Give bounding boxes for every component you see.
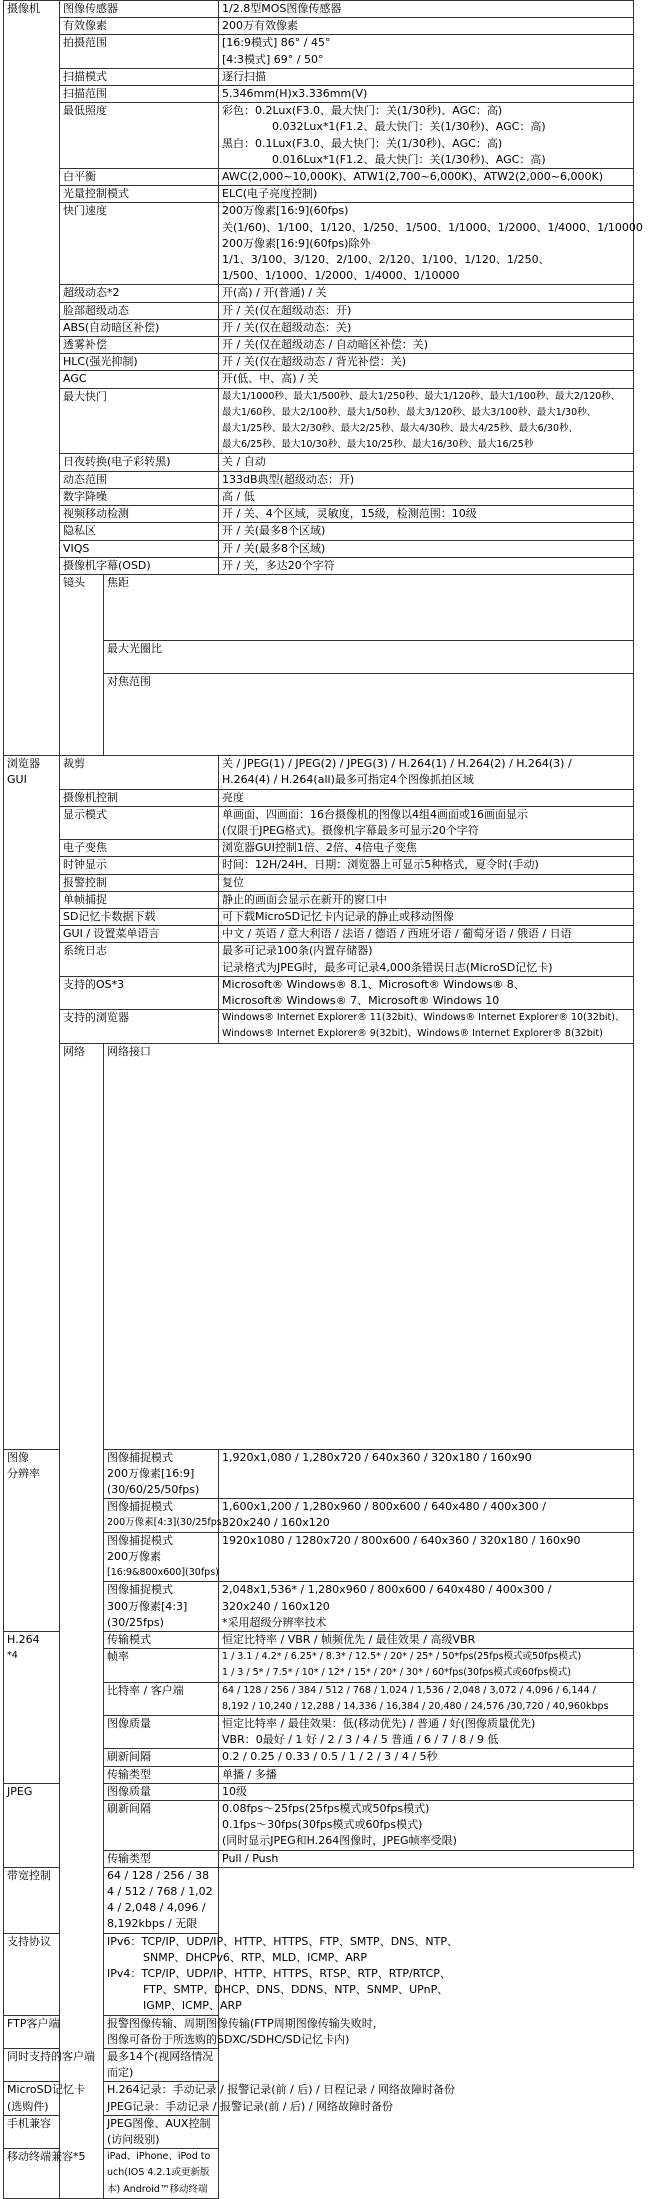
value-fog: 开 / 关(仅在超级动态 / 自动暗区补偿：关) bbox=[219, 337, 634, 354]
text-line: 2,048x1,536* / 1,280x960 / 800x600 / 640x480 / 400x300 / bbox=[222, 1583, 552, 1597]
value-h264-bitrate bbox=[219, 1682, 634, 1715]
text-line: Microsoft® Windows® 8.1、Microsoft® Windows® 8、 bbox=[222, 977, 525, 991]
row-protocols bbox=[4, 1933, 634, 2015]
value-sensor: 1/2.8型MOS图像传感器 bbox=[219, 1, 634, 18]
value-alarm: 复位 bbox=[219, 874, 634, 891]
label-dynamic-range: 动态范围 bbox=[60, 471, 219, 488]
label-sensor: 图像传感器 bbox=[60, 1, 219, 18]
row-dnr bbox=[4, 488, 634, 505]
text-line: 关(1/60)、1/100、1/120、1/250、1/500、1/1000、1/2000、1/4000、1/10000 bbox=[222, 220, 643, 234]
value-terminal: iPad、iPhone、iPod touch(IOS 4.2.1或更新版本) Android™移动终端 bbox=[104, 2149, 219, 2199]
value-h264-refresh: 0.2 / 0.25 / 0.33 / 0.5 / 1 / 2 / 3 / 4 / 5秒 bbox=[219, 1749, 634, 1766]
row-sd-download bbox=[4, 908, 634, 925]
label-viqs: VIQS bbox=[60, 540, 219, 557]
text-line: [4:3模式] 69° / 50° bbox=[222, 52, 324, 66]
row-white-balance bbox=[4, 169, 634, 186]
label-abs: ABS(自动暗区补偿) bbox=[60, 319, 219, 336]
label-res1 bbox=[104, 1449, 219, 1499]
value-effective-pixels: 200万有效像素 bbox=[219, 18, 634, 35]
row-dynamic-range bbox=[4, 471, 634, 488]
row-crop bbox=[4, 756, 634, 789]
label-focal: 焦距 bbox=[104, 574, 634, 640]
row-snapshot bbox=[4, 891, 634, 908]
label-h264-transport: 传输类型 bbox=[104, 1766, 219, 1783]
value-res1: 1,920x1,080 / 1,280x720 / 640x360 / 320x180 / 160x90 bbox=[219, 1449, 634, 1499]
value-browsers bbox=[219, 1010, 634, 1043]
row-shutter bbox=[4, 203, 634, 285]
row-ftp bbox=[4, 2015, 634, 2048]
text-line: H.264 bbox=[7, 1632, 40, 1646]
text-line: 最多可记录100条(内置存储器) bbox=[222, 944, 373, 958]
value-viqs: 开 / 关(最多8个区域) bbox=[219, 540, 634, 557]
text-line: 最大1/1000秒、最大1/500秒、最大1/250秒、最大1/120秒、最大1/100秒、最大2/120秒、 bbox=[222, 390, 621, 402]
text-line: 图像捕捉模式 bbox=[107, 1450, 173, 1464]
text-line: 64 / 128 / 256 / 384 / 512 / 768 / 1,024 / 1,536 / 2,048 / 3,072 / 4,096 / 6,144 / bbox=[222, 1684, 596, 1696]
label-h264-refresh: 刷新间隔 bbox=[104, 1749, 219, 1766]
label-scan-mode: 扫描模式 bbox=[60, 68, 219, 85]
row-day-night bbox=[4, 454, 634, 471]
row-vmd bbox=[4, 506, 634, 523]
text-line: JPEG记录：手动记录 / 报警记录(前 / 后) / 网络故障时备份 bbox=[107, 2099, 394, 2113]
label-effective-pixels: 有效像素 bbox=[60, 18, 219, 35]
text-line: 320x240 / 160x120 bbox=[222, 1516, 330, 1530]
row-interface bbox=[4, 1043, 634, 1449]
group-jpeg: JPEG bbox=[4, 1783, 60, 1867]
value-scan-area: 5.346mm(H)x3.336mm(V) bbox=[219, 86, 634, 103]
row-effective-pixels bbox=[4, 18, 634, 35]
value-clock: 时间：12H/24H、日期：浏览器上可显示5种格式，夏令时(手动) bbox=[219, 857, 634, 874]
text-line: 黑白：0.1Lux(F3.0、最大快门：关(1/30秒)、AGC：高) bbox=[222, 136, 503, 150]
value-jpeg-transport: Pull / Push bbox=[219, 1850, 634, 1867]
category-lens: 镜头 bbox=[60, 574, 104, 755]
row-terminal bbox=[4, 2149, 634, 2199]
value-white-balance: AWC(2,000~10,000K)、ATW1(2,700~6,000K)、ATW2(2,000~6,000K) bbox=[219, 169, 634, 186]
value-light-control: ELC(电子亮度控制) bbox=[219, 186, 634, 203]
label-fog: 透雾补偿 bbox=[60, 337, 219, 354]
label-browsers: 支持的浏览器 bbox=[60, 1010, 219, 1043]
label-crop: 裁剪 bbox=[60, 756, 219, 789]
row-alarm bbox=[4, 874, 634, 891]
value-hlc: 开 / 关(仅在超级动态 / 背光补偿：关) bbox=[219, 354, 634, 371]
text-line: 彩色：0.2Lux(F3.0、最大快门：关(1/30秒)、AGC：高) bbox=[222, 104, 503, 118]
row-browsers bbox=[4, 1010, 634, 1043]
value-osd: 开 / 关，多达20个字符 bbox=[219, 557, 634, 574]
spec-table bbox=[3, 0, 643, 2199]
text-line: IGMP、ICMP、ARP bbox=[143, 1999, 242, 2013]
text-line: 浏览器 bbox=[7, 757, 40, 771]
label-face-sd: 脸部超级动态 bbox=[60, 302, 219, 319]
text-line: (同时显示JPEG和H.264图像时，JPEG帧率受限) bbox=[222, 1834, 457, 1848]
text-line: 200万像素[16:9] bbox=[107, 1466, 195, 1480]
value-h264-transport: 单播 / 多播 bbox=[219, 1766, 634, 1783]
label-language: GUI / 设置菜单语言 bbox=[60, 926, 219, 943]
value-h264-fps bbox=[219, 1649, 634, 1682]
value-crop bbox=[219, 756, 634, 789]
label-syslog: 系统日志 bbox=[60, 943, 219, 976]
value-res2 bbox=[219, 1499, 634, 1532]
row-abs bbox=[4, 319, 634, 336]
label-privacy: 隐私区 bbox=[60, 523, 219, 540]
label-white-balance: 白平衡 bbox=[60, 169, 219, 186]
label-mobile: 手机兼容 bbox=[4, 2115, 104, 2148]
label-res3 bbox=[104, 1532, 219, 1582]
row-scan-mode bbox=[4, 68, 634, 85]
label-os: 支持的OS*3 bbox=[60, 976, 219, 1009]
text-line: (仅限于JPEG格式)。摄像机字幕最多可显示20个字符 bbox=[222, 823, 479, 837]
text-line: 0.032Lux*1(F1.2、最大快门：关(1/30秒)、AGC：高) bbox=[272, 120, 546, 134]
label-agc: AGC bbox=[60, 371, 219, 388]
row-viqs bbox=[4, 540, 634, 557]
row-language bbox=[4, 926, 634, 943]
label-h264-fps: 帧率 bbox=[104, 1649, 219, 1682]
text-line: 300万像素[4:3] bbox=[107, 1599, 188, 1613]
label-res2 bbox=[104, 1499, 226, 1532]
label-microsd: MicroSD记忆卡(选购件) bbox=[4, 2082, 104, 2115]
text-line: 1/1、3/100、3/120、2/100、2/120、1/100、1/120、1/250、 bbox=[222, 253, 550, 267]
group-resolution bbox=[4, 1449, 60, 1631]
label-jpeg-refresh: 刷新间隔 bbox=[104, 1800, 219, 1850]
value-agc: 开(低、中、高) / 关 bbox=[219, 371, 634, 388]
text-line: GUI bbox=[7, 773, 27, 787]
text-line: 1 / 3 / 5* / 7.5* / 10* / 12* / 15* / 20* / 30* / 60*fps(30fps模式或60fps模式) bbox=[222, 1667, 571, 1679]
value-jpeg-quality: 10级 bbox=[219, 1783, 634, 1800]
row-display-mode bbox=[4, 806, 634, 839]
text-line: 0.1fps～30fps(30fps模式或60fps模式) bbox=[222, 1818, 423, 1832]
text-line: (30/25fps) bbox=[107, 1615, 164, 1629]
text-line: IPv6：TCP/IP、UDP/IP、HTTP、HTTPS、FTP、SMTP、DNS、NTP、 bbox=[107, 1934, 458, 1948]
label-protocols: 支持协议 bbox=[4, 1933, 104, 2015]
value-shutter bbox=[219, 203, 643, 285]
value-h264-mode: 恒定比特率 / VBR / 帧频优先 / 最佳效果 / 高级VBR bbox=[219, 1631, 634, 1648]
value-jpeg-refresh bbox=[219, 1800, 634, 1850]
text-line: IPv4：TCP/IP、UDP/IP、HTTP、HTTPS、RTSP、RTP、RTP/RTCP、 bbox=[107, 1966, 451, 1980]
row-scan-area bbox=[4, 86, 634, 103]
row-privacy bbox=[4, 523, 634, 540]
value-scan-range-angle bbox=[219, 35, 634, 68]
label-clients: 同时支持的客户端 bbox=[4, 2048, 104, 2081]
value-privacy: 开 / 关(最多8个区域) bbox=[219, 523, 634, 540]
text-line: 最大6/25秒、最大10/30秒、最大10/25秒、最大16/30秒、最大16/25秒 bbox=[222, 439, 534, 451]
value-protocols bbox=[104, 1933, 458, 2015]
label-display-mode: 显示模式 bbox=[60, 806, 219, 839]
text-line: 最大1/25秒、最大2/30秒、最大2/25秒、最大4/30秒、最大4/25秒、最大6/30秒、 bbox=[222, 423, 579, 435]
category-camera: 摄像机 bbox=[4, 1, 60, 756]
value-vmd: 开 / 关、4个区域，灵敏度，15级，检测范围：10级 bbox=[219, 506, 634, 523]
text-line: 最大1/60秒、最大2/100秒、最大1/50秒、最大3/120秒、最大3/100秒、最大1/30秒、 bbox=[222, 406, 597, 418]
value-res4 bbox=[219, 1582, 634, 1632]
text-line: H.264(4) / H.264(all)最多可指定4个图像抓拍区域 bbox=[222, 773, 474, 787]
value-os bbox=[219, 976, 634, 1009]
text-line: [16:9&800x600](30fps) bbox=[107, 1567, 219, 1579]
text-line: 关 / JPEG(1) / JPEG(2) / JPEG(3) / H.264(1) / H.264(2) / H.264(3) / bbox=[222, 757, 572, 771]
row-face-sd bbox=[4, 302, 634, 319]
text-line: 报警图像传输、周期图像传输(FTP周期图像传输失败时， bbox=[107, 2016, 384, 2030]
text-line: Windows® Internet Explorer® 9(32bit)、Windows® Internet Explorer® 8(32bit) bbox=[222, 1028, 603, 1040]
label-h264-mode: 传输模式 bbox=[104, 1631, 219, 1648]
label-aperture: 最大光圈比 bbox=[104, 640, 634, 673]
text-line: 320x240 / 160x120 bbox=[222, 1599, 330, 1613]
text-line: 0.08fps～25fps(25fps模式或50fps模式) bbox=[222, 1801, 430, 1815]
label-dnr: 数字降噪 bbox=[60, 488, 219, 505]
row-scan-range-angle bbox=[4, 35, 634, 68]
row-clients bbox=[4, 2048, 634, 2081]
text-line: 单画面、四画面：16台摄像机的图像以4组4画面或16画面显示 bbox=[222, 807, 528, 821]
value-super-dynamic: 开(高) / 开(普通) / 关 bbox=[219, 285, 634, 302]
row-light-control bbox=[4, 186, 634, 203]
value-mobile: JPEG图像、AUX控制(访问级别) bbox=[104, 2115, 219, 2148]
row-super-dynamic bbox=[4, 285, 634, 302]
row-max-shutter bbox=[4, 388, 634, 454]
value-microsd bbox=[104, 2082, 455, 2115]
label-ezoom: 电子变焦 bbox=[60, 840, 219, 857]
category-network: 网络 bbox=[60, 1043, 104, 2198]
group-h264 bbox=[4, 1631, 60, 1783]
value-min-illumination bbox=[219, 103, 634, 169]
text-line: SNMP、DHCPv6、RTP、MLD、ICMP、ARP bbox=[143, 1950, 368, 1964]
text-line: 200万像素[16:9](60fps) bbox=[222, 204, 349, 218]
row-agc bbox=[4, 371, 634, 388]
value-h264-quality bbox=[219, 1715, 634, 1748]
label-h264-bitrate: 比特率 / 客户端 bbox=[104, 1682, 219, 1715]
value-clients: 最多14个(视网络情况而定) bbox=[104, 2048, 219, 2081]
text-line: Windows® Internet Explorer® 11(32bit)、Windows® Internet Explorer® 10(32bit)、 bbox=[222, 1012, 625, 1024]
text-line: 1 / 3.1 / 4.2* / 6.25* / 8.3* / 12.5* / 20* / 25* / 50*fps(25fps模式或50fps模式) bbox=[222, 1651, 582, 1663]
label-min-illumination: 最低照度 bbox=[60, 103, 219, 169]
row-syslog bbox=[4, 943, 634, 976]
text-line: 8,192 / 10,240 / 12,288 / 14,336 / 16,384 / 20,480 / 24,576 /30,720 / 40,960kbps bbox=[222, 1700, 609, 1712]
value-sd-download: 可下载MicroSD记忆卡内记录的静止或移动图像 bbox=[219, 908, 634, 925]
label-interface: 网络接口 bbox=[104, 1043, 634, 1449]
label-scan-area: 扫描范围 bbox=[60, 86, 219, 103]
row-osd bbox=[4, 557, 634, 574]
row-bandwidth bbox=[4, 1867, 634, 1933]
label-bandwidth: 带宽控制 bbox=[4, 1867, 104, 1933]
value-language: 中文 / 英语 / 意大利语 / 法语 / 德语 / 西班牙语 / 葡萄牙语 / 俄语 / 日语 bbox=[219, 926, 634, 943]
text-line: 图像捕捉模式 bbox=[107, 1583, 173, 1597]
text-line: H.264记录：手动记录 / 报警记录(前 / 后) / 日程记录 / 网络故障时备份 bbox=[107, 2083, 455, 2097]
row-sensor bbox=[4, 1, 634, 18]
text-line: FTP、SMTP、DHCP、DNS、DDNS、NTP、SNMP、UPnP、 bbox=[143, 1983, 449, 1997]
text-line: 记录格式为JPEG时，最多可记录4,000条错误日志(MicroSD记忆卡) bbox=[222, 960, 553, 974]
value-res3: 1920x1080 / 1280x720 / 800x600 / 640x360 / 320x180 / 160x90 bbox=[219, 1532, 634, 1582]
label-light-control: 光量控制模式 bbox=[60, 186, 219, 203]
row-microsd bbox=[4, 2082, 634, 2115]
value-face-sd: 开 / 关(仅在超级动态：开) bbox=[219, 302, 634, 319]
row-hlc bbox=[4, 354, 634, 371]
label-max-shutter: 最大快门 bbox=[60, 388, 219, 454]
value-snapshot: 静止的画面会显示在新开的窗口中 bbox=[219, 891, 634, 908]
label-vmd: 视频移动检测 bbox=[60, 506, 219, 523]
text-line: 0.016Lux*1(F1.2、最大快门：关(1/30秒)、AGC：高) bbox=[272, 152, 546, 166]
row-clock bbox=[4, 857, 634, 874]
label-hlc: HLC(强光抑制) bbox=[60, 354, 219, 371]
label-clock: 时钟显示 bbox=[60, 857, 219, 874]
category-browser bbox=[4, 756, 60, 1450]
text-line: 200万像素[4:3](30/25fps) bbox=[107, 1517, 226, 1529]
label-jpeg-quality: 图像质量 bbox=[104, 1783, 219, 1800]
text-line: 1/500、1/1000、1/2000、1/4000、1/10000 bbox=[222, 269, 460, 283]
text-line: 分辨率 bbox=[7, 1466, 40, 1480]
value-ftp bbox=[104, 2015, 384, 2048]
label-super-dynamic: 超级动态*2 bbox=[60, 285, 219, 302]
label-terminal: 移动终端兼容*5 bbox=[4, 2149, 104, 2199]
row-camera-control bbox=[4, 789, 634, 806]
label-ftp: FTP客户端 bbox=[4, 2015, 104, 2048]
text-line: 图像捕捉模式 bbox=[107, 1533, 173, 1547]
value-bandwidth: 64 / 128 / 256 / 384 / 512 / 768 / 1,024 / 2,048 / 4,096 / 8,192kbps / 无限 bbox=[104, 1867, 219, 1933]
label-focus: 对焦范围 bbox=[104, 674, 634, 756]
label-camera-control: 摄像机控制 bbox=[60, 789, 219, 806]
text-line: 200万像素 bbox=[107, 1549, 161, 1563]
text-line: *4 bbox=[7, 1650, 18, 1662]
row-os bbox=[4, 976, 634, 1009]
text-line: 图像 bbox=[7, 1450, 29, 1464]
value-max-shutter bbox=[219, 388, 634, 454]
row-fog bbox=[4, 337, 634, 354]
label-day-night: 日夜转换(电子彩转黑) bbox=[60, 454, 219, 471]
label-sd-download: SD记忆卡数据下载 bbox=[60, 908, 219, 925]
label-scan-range-angle: 拍摄范围 bbox=[60, 35, 219, 68]
text-line: *采用超级分辨率技术 bbox=[222, 1615, 327, 1629]
row-min-illumination bbox=[4, 103, 634, 169]
text-line: 1,600x1,200 / 1,280x960 / 800x600 / 640x480 / 400x300 / bbox=[222, 1500, 546, 1514]
label-snapshot: 单帧捕捉 bbox=[60, 891, 219, 908]
value-syslog bbox=[219, 943, 634, 976]
label-jpeg-transport: 传输类型 bbox=[104, 1850, 219, 1867]
value-camera-control: 亮度 bbox=[219, 789, 634, 806]
value-ezoom: 浏览器GUI控制1倍、2倍、4倍电子变焦 bbox=[219, 840, 634, 857]
text-line: (30/60/25/50fps) bbox=[107, 1483, 200, 1497]
text-line: 200万像素[16:9](60fps)除外 bbox=[222, 236, 371, 250]
text-line: [16:9模式] 86° / 45° bbox=[222, 36, 331, 50]
value-display-mode bbox=[219, 806, 634, 839]
text-line: 图像可备份于所选购的SDXC/SDHC/SD记忆卡内) bbox=[107, 2032, 350, 2046]
row-ezoom bbox=[4, 840, 634, 857]
label-res4 bbox=[104, 1582, 219, 1632]
value-abs: 开 / 关(仅在超级动态：关) bbox=[219, 319, 634, 336]
label-alarm: 报警控制 bbox=[60, 874, 219, 891]
label-shutter: 快门速度 bbox=[60, 203, 219, 285]
value-scan-mode: 逐行扫描 bbox=[219, 68, 634, 85]
row-focal bbox=[4, 574, 634, 640]
value-dnr: 高 / 低 bbox=[219, 488, 634, 505]
label-osd: 摄像机字幕(OSD) bbox=[60, 557, 219, 574]
label-h264-quality: 图像质量 bbox=[104, 1715, 219, 1748]
row-mobile bbox=[4, 2115, 634, 2148]
text-line: 恒定比特率 / 最佳效果：低(移动优先) / 普通 / 好(图像质量优先) bbox=[222, 1716, 536, 1730]
text-line: Microsoft® Windows® 7、Microsoft® Windows 10 bbox=[222, 993, 500, 1007]
text-line: 图像捕捉模式 bbox=[107, 1500, 173, 1514]
text-line: VBR：0最好 / 1 好 / 2 / 3 / 4 / 5 普通 / 6 / 7 / 8 / 9 低 bbox=[222, 1733, 499, 1747]
value-day-night: 关 / 自动 bbox=[219, 454, 634, 471]
value-dynamic-range: 133dB典型(超级动态：开) bbox=[219, 471, 634, 488]
